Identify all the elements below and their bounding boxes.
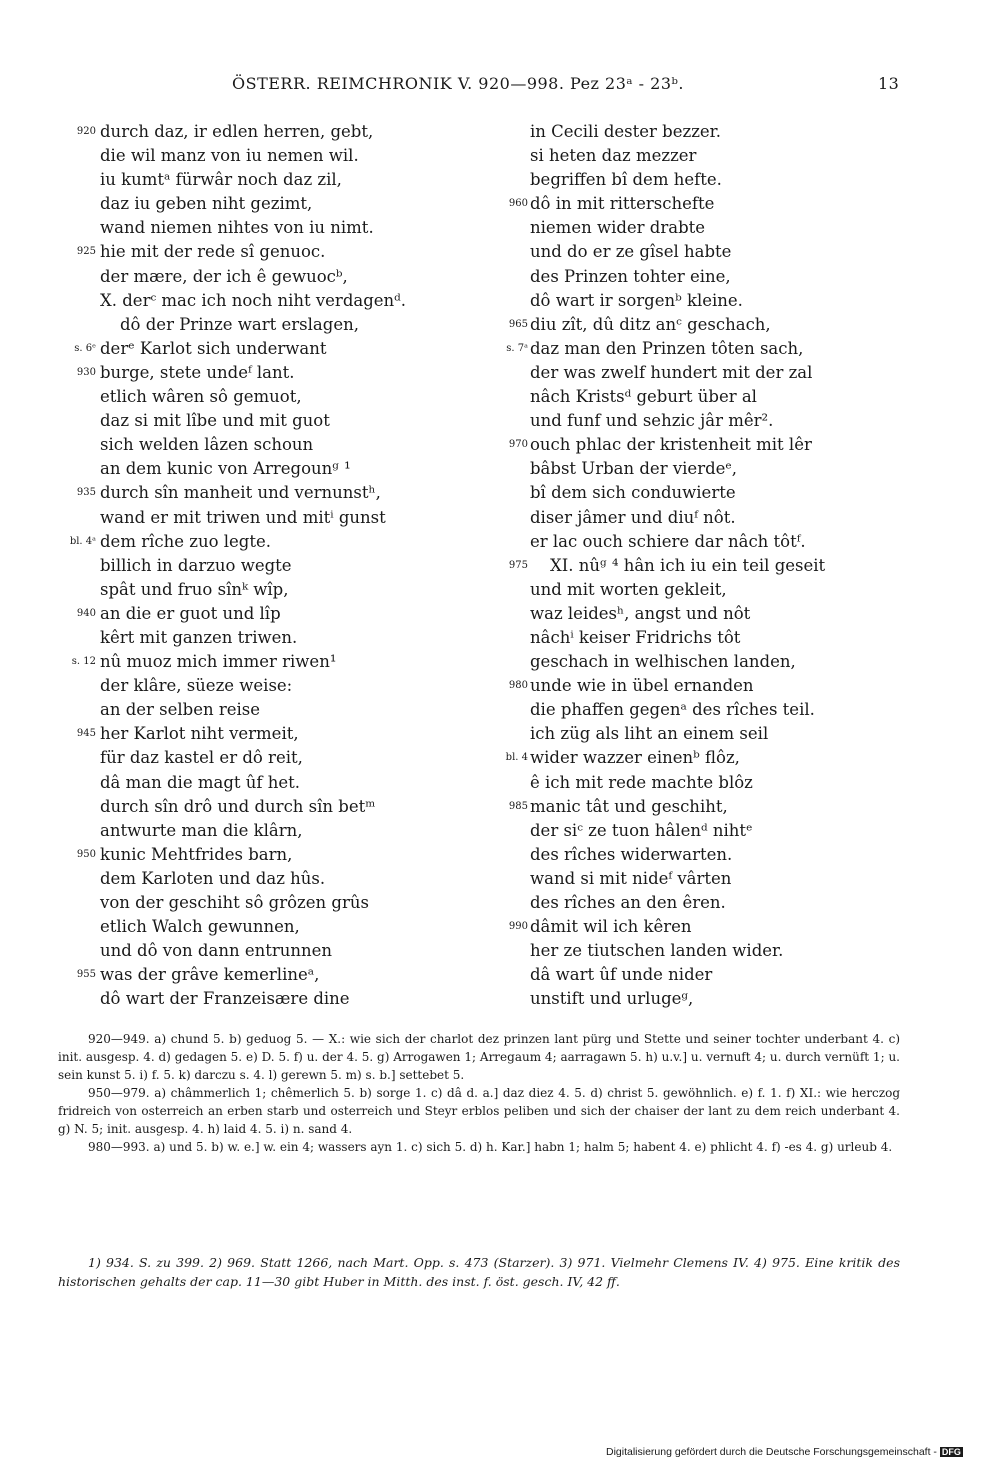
verse-line <box>58 626 488 650</box>
verse-line <box>492 385 872 409</box>
line-number: s. 7ᵃ <box>506 342 528 354</box>
verse-text: wand er mit triwen und mitⁱ gunst <box>100 507 386 527</box>
verse-line <box>492 963 872 987</box>
verse-text: durch sîn drô und durch sîn betᵐ <box>100 796 376 816</box>
verse-text: unstift und urlugeᵍ, <box>530 989 694 1009</box>
verse-text: er lac ouch schiere dar nâch tôtᶠ. <box>530 531 806 551</box>
verse-text: kêrt mit ganzen triwen. <box>100 627 298 647</box>
verse-text: iu kumtᵃ fürwâr noch daz zil, <box>100 170 342 190</box>
verse-line <box>58 168 488 192</box>
variant-note: 950—979. a) châmmerlich 1; chêmerlich 5. b) sorge 1. c) dâ d. a.] daz diez 4. 5. d) christ 5. gewöhnlich. e) f. 1. f) XI.: wie herczog fridreich von osterreich an erben starb und osterreich und Steyr erblos peliben und sich der chaiser der lant zu dem reich underbant 4. g) N. 5; init. ausgesp. 4. h) laid 4. 5. i) n. sand 4. <box>58 1086 900 1136</box>
verse-text: dâ man die magt ûf het. <box>100 772 301 792</box>
verse-line <box>58 530 488 554</box>
verse-text: dem rîche zuo legte. <box>100 531 272 551</box>
verse-line <box>58 746 488 770</box>
verse-text: und do er ze gîsel habte <box>530 242 732 262</box>
verse-line <box>58 289 488 313</box>
line-number: 985 <box>508 800 528 812</box>
verse-line <box>58 216 488 240</box>
verse-line <box>492 361 872 385</box>
verse-line <box>58 987 488 1011</box>
line-number: bl. 4 <box>505 752 528 764</box>
verse-text: nû muoz mich immer riwen¹ <box>100 652 337 672</box>
verse-line <box>492 240 872 264</box>
line-number: 990 <box>508 921 528 933</box>
verse-text: wand niemen nihtes von iu nimt. <box>100 218 374 238</box>
verse-text: diu zît, dû ditz anᶜ geschach, <box>530 314 771 334</box>
verse-line <box>58 819 488 843</box>
verse-line <box>492 216 872 240</box>
verse-text: nâchⁱ keiser Fridrichs tôt <box>530 627 741 647</box>
verse-line <box>492 939 872 963</box>
verse-line <box>58 867 488 891</box>
running-header <box>0 74 1000 98</box>
verse-line <box>492 265 872 289</box>
verse-text: dâmit wil ich kêren <box>530 917 692 937</box>
verse-line <box>492 578 872 602</box>
line-number: 975 <box>508 559 528 571</box>
verse-line <box>58 120 488 144</box>
digitization-credit <box>606 1446 986 1460</box>
verse-line <box>492 771 872 795</box>
verse-text: der mære, der ich ê gewuocᵇ, <box>100 266 348 286</box>
verse-text: nâch Kristsᵈ geburt über al <box>530 387 757 407</box>
footnotes <box>58 1253 900 1291</box>
verse-line <box>492 289 872 313</box>
credit-text: Digitalisierung gefördert durch die Deutsche Forschungsgemeinschaft - <box>606 1446 937 1458</box>
line-number: 945 <box>76 728 96 740</box>
verse-text: dô wart ir sorgenᵇ kleine. <box>530 290 743 310</box>
verse-line <box>58 674 488 698</box>
verse-line <box>492 337 872 361</box>
verse-line <box>492 168 872 192</box>
verse-line <box>492 746 872 770</box>
verse-text: ê ich mit rede machte blôz <box>530 772 753 792</box>
running-title: ÖSTERR. REIMCHRONIK V. 920—998. Pez 23ᵃ - 23ᵇ. <box>232 74 685 93</box>
verse-text: unde wie in übel ernanden <box>530 676 754 696</box>
verse-text: XI. nûᵍ ⁴ hân ich iu ein teil geseit <box>550 555 826 575</box>
verse-text: waz leidesʰ, angst und nôt <box>530 603 751 623</box>
line-number: 930 <box>76 366 96 378</box>
line-number: 950 <box>76 848 96 860</box>
verse-line <box>58 795 488 819</box>
variant-notes <box>58 1030 900 1156</box>
verse-line <box>492 481 872 505</box>
verse-line <box>58 192 488 216</box>
verse-text: burge, stete undeᶠ lant. <box>100 362 295 382</box>
verse-line <box>492 867 872 891</box>
verse-text: an dem kunic von Arregounᵍ ¹ <box>100 459 351 479</box>
verse-text: die wil manz von iu nemen wil. <box>100 146 359 166</box>
verse-line <box>58 240 488 264</box>
verse-text: wand si mit nideᶠ vârten <box>530 868 732 888</box>
verse-line <box>58 265 488 289</box>
verse-line <box>58 915 488 939</box>
verse-line <box>58 409 488 433</box>
verse-text: an der selben reise <box>100 700 261 720</box>
verse-text: sich welden lâzen schoun <box>100 435 314 455</box>
verse-text: begriffen bî dem hefte. <box>530 170 722 190</box>
verse-line <box>492 457 872 481</box>
verse-line <box>58 578 488 602</box>
verse-text: antwurte man die klârn, <box>100 820 303 840</box>
verse-text: bâbst Urban der vierdeᵉ, <box>530 459 738 479</box>
verse-line <box>58 385 488 409</box>
verse-text: durch daz, ir edlen herren, gebt, <box>100 122 374 141</box>
verse-text: und dô von dann entrunnen <box>100 941 333 961</box>
verse-line <box>492 602 872 626</box>
line-number: 935 <box>76 487 96 499</box>
line-number: s. 12 <box>71 656 96 668</box>
variant-note: 980—993. a) und 5. b) w. e.] w. ein 4; wassers ayn 1. c) sich 5. d) h. Kar.] habn 1; halm 5; habent 4. e) phlicht 4. f) -es 4. g) urleub 4. <box>88 1140 893 1154</box>
verse-line <box>58 506 488 530</box>
verse-line <box>58 457 488 481</box>
verse-line <box>492 987 872 1011</box>
verse-text: X. derᶜ mac ich noch niht verdagenᵈ. <box>100 290 407 310</box>
verse-line <box>58 481 488 505</box>
verse-line <box>492 915 872 939</box>
verse-line <box>492 554 872 578</box>
verse-column-right <box>492 120 872 1011</box>
verse-text: wider wazzer einenᵇ flôz, <box>530 748 740 768</box>
verse-line <box>492 698 872 722</box>
verse-text: die phaffen gegenᵃ des rîches teil. <box>530 700 815 720</box>
verse-text: dô in mit ritterschefte <box>530 194 715 214</box>
verse-line <box>58 602 488 626</box>
verse-text: si heten daz mezzer <box>530 146 697 166</box>
verse-line <box>492 144 872 168</box>
verse-text: des rîches an den êren. <box>530 893 726 912</box>
dfg-logo: DFG <box>941 1447 961 1457</box>
verse-text: diser jâmer und diuᶠ nôt. <box>530 507 736 527</box>
verse-line <box>58 939 488 963</box>
verse-column-left <box>58 120 488 1011</box>
verse-text: der klâre, süeze weise: <box>100 676 293 696</box>
variant-note: 920—949. a) chund 5. b) geduog 5. — X.: wie sich der charlot dez prinzen lant pürg und Stette und seiner tochter underbant 4. c) init. ausgesp. 4. d) gedagen 5. e) D. 5. f) u. der 4. 5. g) Arrogawen 1; Arregaum 4; aarragawn 5. h) u.v.] u. vernuft 4; u. durch vernüft 1; u. sein kunst 5. i) f. 5. k) darczu s. 4. l) gerewn 5. m) s. b.] settebet 5. <box>58 1032 900 1082</box>
verse-text: geschach in welhischen landen, <box>530 652 796 672</box>
verse-text: etlich wâren sô gemuot, <box>100 387 302 407</box>
verse-text: des rîches widerwarten. <box>530 844 733 864</box>
verse-text: und funf und sehzic jâr mêr². <box>530 411 774 431</box>
verse-text: der siᶜ ze tuon hâlenᵈ nihtᵉ <box>530 820 753 840</box>
verse-line <box>492 313 872 337</box>
verse-text: spât und fruo sînᵏ wîp, <box>100 579 289 599</box>
verse-line <box>492 650 872 674</box>
page-number: 13 <box>878 74 900 93</box>
verse-line <box>492 530 872 554</box>
verse-text: des Prinzen tohter eine, <box>530 266 731 286</box>
line-number: s. 6ᵉ <box>74 342 96 354</box>
verse-text: ich züg als liht an einem seil <box>530 724 769 744</box>
verse-line <box>492 795 872 819</box>
verse-line <box>58 433 488 457</box>
verse-text: durch sîn manheit und vernunstʰ, <box>100 483 381 503</box>
line-number: bl. 4ᵃ <box>69 535 96 547</box>
verse-line <box>492 626 872 650</box>
verse-line <box>58 963 488 987</box>
verse-text: dô der Prinze wart erslagen, <box>120 314 359 334</box>
verse-text: ouch phlac der kristenheit mit lêr <box>530 435 812 455</box>
verse-text: derᵉ Karlot sich underwant <box>100 338 327 358</box>
verse-line <box>58 554 488 578</box>
verse-line <box>492 433 872 457</box>
verse-text: etlich Walch gewunnen, <box>100 917 300 937</box>
line-number: 980 <box>508 680 528 692</box>
verse-text: daz si mit lîbe und mit guot <box>100 411 330 431</box>
verse-line <box>58 722 488 746</box>
verse-line <box>58 313 488 337</box>
verse-text: her ze tiutschen landen wider. <box>530 941 784 961</box>
verse-text: und mit worten gekleit, <box>530 579 727 599</box>
verse-line <box>58 144 488 168</box>
verse-line <box>58 650 488 674</box>
verse-line <box>492 506 872 530</box>
verse-text: manic tât und geschiht, <box>530 796 728 816</box>
line-number: 925 <box>76 246 96 258</box>
verse-line <box>58 771 488 795</box>
verse-text: in Cecili dester bezzer. <box>530 122 721 141</box>
verse-text: was der grâve kemerlineᵃ, <box>100 965 320 985</box>
verse-text: daz man den Prinzen tôten sach, <box>530 338 804 358</box>
verse-line <box>492 409 872 433</box>
verse-text: billich in darzuo wegte <box>100 555 292 575</box>
verse-text: der was zwelf hundert mit der zal <box>530 362 813 382</box>
verse-text: dem Karloten und daz hûs. <box>100 868 326 888</box>
verse-line <box>58 698 488 722</box>
line-number: 920 <box>76 126 96 137</box>
verse-text: bî dem sich conduwierte <box>530 483 736 503</box>
verse-text: für daz kastel er dô reit, <box>100 748 303 768</box>
verse-text: niemen wider drabte <box>530 218 706 238</box>
line-number: 960 <box>508 198 528 210</box>
verse-line <box>492 674 872 698</box>
verse-line <box>58 843 488 867</box>
line-number: 965 <box>508 318 528 330</box>
verse-line <box>492 819 872 843</box>
verse-text: her Karlot niht vermeit, <box>100 724 299 744</box>
verse-text: hie mit der rede sî genuoc. <box>100 242 326 262</box>
verse-text: daz iu geben niht gezimt, <box>100 194 313 214</box>
verse-line <box>492 120 872 144</box>
line-number: 970 <box>508 439 528 451</box>
verse-line <box>58 361 488 385</box>
verse-text: dô wart der Franzeisære dine <box>100 989 350 1009</box>
footnote-text: 1) 934. S. zu 399. 2) 969. Statt 1266, nach Mart. Opp. s. 473 (Starzer). 3) 971. Vielmehr Clemens IV. 4) 975. Eine kritik des historischen gehalts der cap. 11—30 gibt Huber in Mitth. des inst. f. öst. gesch. IV, 42 ff. <box>58 1255 900 1289</box>
verse-line <box>58 891 488 915</box>
verse-text: kunic Mehtfrides barn, <box>100 844 293 864</box>
verse-line <box>58 337 488 361</box>
verse-text: an die er guot und lîp <box>100 603 281 623</box>
verse-line <box>492 843 872 867</box>
verse-line <box>492 722 872 746</box>
verse-line <box>492 192 872 216</box>
verse-line <box>492 891 872 915</box>
line-number: 955 <box>76 969 96 981</box>
verse-text: von der geschiht sô grôzen grûs <box>100 893 369 912</box>
verse-text: dâ wart ûf unde nider <box>530 965 713 985</box>
line-number: 940 <box>76 607 96 619</box>
